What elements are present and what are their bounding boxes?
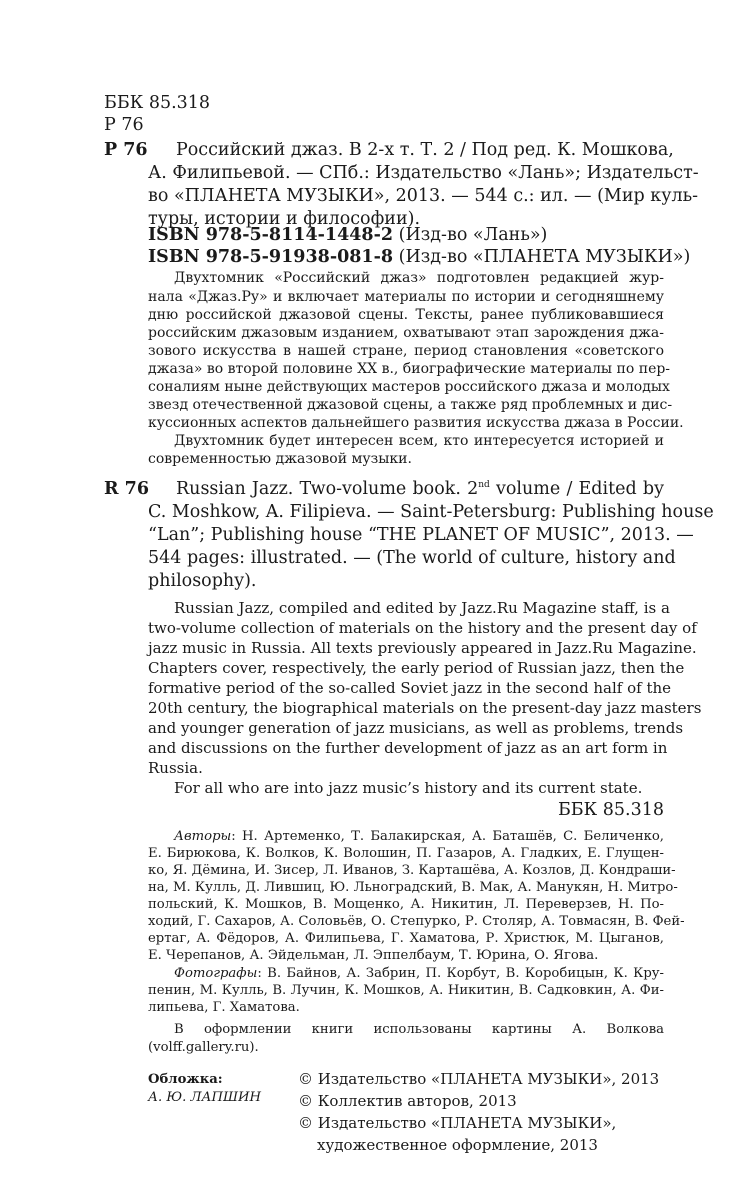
photographers-line [174,966,664,981]
authors-line: ходий, Г. Сахаров, А. Соловьёв, О. Степурко, Р. Столяр, А. Товмасян, В. Фей- [148,914,685,929]
ru-annotation-line: Двухтомник будет интересен всем, кто интересуется историей и [174,433,664,449]
en-entry-marker: R 76 [104,479,149,499]
authors-names: : Н. Артеменко, Т. Балакирская, А. Баташёв, С. Беличенко, [231,829,664,844]
en-entry-line: C. Moshkow, A. Filipieva. — Saint-Petersburg: Publishing house [148,502,714,522]
ru-annotation-line: куссионных аспектов дальнейшего развития искусства джаза в России. [148,415,684,431]
copyright-line: © Издательство «ПЛАНЕТА МУЗЫКИ», [298,1114,617,1132]
ru-annotation-line: российским джазовым изданием, охватывают этап зарождения джа- [148,325,664,341]
en-title-part: volume / Edited by [489,479,664,499]
ru-annotation-line: нала «Джаз.Ру» и включает материалы по истории и сегодняшнему [148,289,664,305]
en-annotation-line: jazz music in Russia. All texts previously appeared in Jazz.Ru Magazine. [148,639,697,657]
en-entry-line: philosophy). [148,571,257,591]
isbn-publisher: (Изд-во «Лань») [398,225,548,245]
bbk-code-footer: ББК 85.318 [557,800,664,820]
authors-line [174,829,664,844]
isbn-lan [148,225,547,245]
isbn-planet [148,247,690,267]
ru-entry-marker: Р 76 [104,140,148,160]
photographers-line: пенин, М. Кулль, В. Лучин, К. Мошков, А. Никитин, В. Садковкин, А. Фи- [148,983,664,998]
ru-entry-line: во «ПЛАНЕТА МУЗЫКИ», 2013. — 544 с.: ил. — (Мир куль- [148,186,699,206]
en-annotation-line: Russia. [148,759,203,777]
copyright-line: художественное оформление, 2013 [317,1136,598,1154]
authors-line: на, М. Кулль, Д. Лившиц, Ю. Льноградский, В. Мак, А. Манукян, Н. Митро- [148,880,678,895]
en-entry-line: “Lan”; Publishing house “THE PLANET OF MUSIC”, 2013. — [148,525,694,545]
design-note-line: В оформлении книги использованы картины А. Волкова [174,1022,664,1037]
en-title-part: Russian Jazz. Two-volume book. 2 [176,479,479,499]
ru-annotation-line: дню российской джазовой сцены. Тексты, ранее публиковавшиеся [148,307,664,323]
photographers-label: Фотографы [174,966,258,981]
en-entry-line: 544 pages: illustrated. — (The world of culture, history and [148,548,676,568]
en-title-superscript: nd [478,480,490,490]
authors-line: ко, Я. Дёмина, И. Зисер, Л. Иванов, З. Карташёва, А. Козлов, Д. Кондраши- [148,863,676,878]
en-annotation-line: two-volume collection of materials on the history and the present day of [148,619,697,637]
en-entry-title [176,479,664,499]
en-annotation-line: Chapters cover, respectively, the early period of Russian jazz, then the [148,659,685,677]
photographers-line: липьева, Г. Хаматова. [148,1000,300,1015]
cover-artist: А. Ю. ЛАПШИН [148,1090,262,1105]
isbn-number: ISBN 978-5-91938-081-8 [148,247,394,267]
ru-annotation-line: зового искусства в нашей стране, период становления «советского [148,343,664,359]
copyright-line: © Издательство «ПЛАНЕТА МУЗЫКИ», 2013 [298,1070,660,1088]
ru-annotation-line: соналиям ныне действующих мастеров российского джаза и молодых [148,379,670,395]
ru-annotation-line: современностью джазовой музыки. [148,451,412,467]
authors-line: Е. Черепанов, А. Эйдельман, Л. Эппелбаум, Т. Юрина, О. Ягова. [148,948,599,963]
authors-line: польский, К. Мошков, В. Мощенко, А. Никитин, Л. Переверзев, Н. По- [148,897,664,912]
bbk-code: ББК 85.318 [104,93,211,113]
copyright-line: © Коллектив авторов, 2013 [298,1092,517,1110]
ru-entry-line: Российский джаз. В 2-х т. Т. 2 / Под ред. К. Мошкова, [176,140,674,160]
ru-annotation-line: джаза» во второй половине XX в., биографические материалы по пер- [148,361,671,377]
en-annotation-line: 20th century, the biographical materials on the present-day jazz masters [148,699,702,717]
design-note-line: (volff.gallery.ru). [148,1040,259,1055]
isbn-publisher: (Изд-во «ПЛАНЕТА МУЗЫКИ») [398,247,691,267]
en-annotation-line: and discussions on the further development of jazz as an art form in [148,739,668,757]
isbn-number: ISBN 978-5-8114-1448-2 [148,225,394,245]
photographers-names: : В. Байнов, А. Забрин, П. Корбут, В. Коробицын, К. Кру- [257,966,664,981]
author-sign: Р 76 [104,115,144,135]
authors-label: Авторы [174,829,232,844]
cover-label: Обложка: [148,1072,223,1087]
ru-annotation-line: звезд отечественной джазовой сцены, а также ряд проблемных и дис- [148,397,673,413]
en-annotation-line: and younger generation of jazz musicians, as well as problems, trends [148,719,684,737]
ru-entry-line: туры, истории и философии). [148,209,421,229]
ru-entry-line: А. Филипьевой. — СПб.: Издательство «Лань»; Издательст- [148,163,699,183]
en-annotation-line: Russian Jazz, compiled and edited by Jazz.Ru Magazine staff, is a [174,599,670,617]
ru-annotation-line: Двухтомник «Российский джаз» подготовлен редакцией жур- [174,270,664,286]
authors-line: ертаг, А. Фёдоров, А. Филипьева, Г. Хаматова, Р. Христюк, М. Цыганов, [148,931,664,946]
en-annotation-line: formative period of the so-called Soviet jazz in the second half of the [148,679,672,697]
en-annotation-line: For all who are into jazz music’s history and its current state. [174,779,643,797]
authors-line: Е. Бирюкова, К. Волков, К. Волошин, П. Газаров, А. Гладких, Е. Глущен- [148,846,664,861]
